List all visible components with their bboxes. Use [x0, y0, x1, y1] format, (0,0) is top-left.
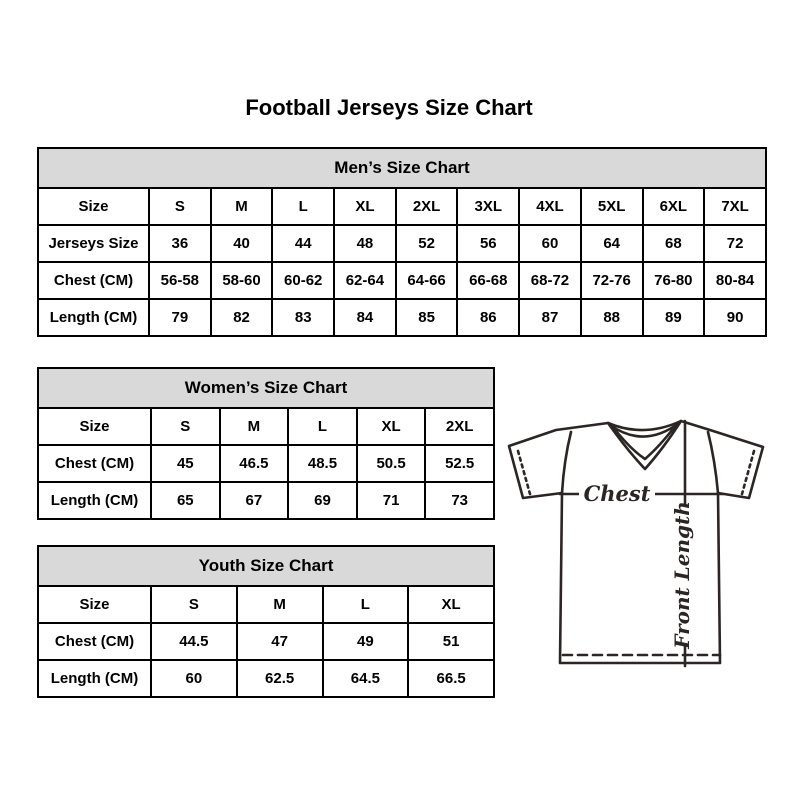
cell-value: L: [288, 408, 357, 445]
cell-value: 3XL: [457, 188, 519, 225]
cell-value: 83: [272, 299, 334, 336]
cell-value: 69: [288, 482, 357, 519]
front-length-label: Front Length: [670, 501, 694, 649]
cell-value: 51: [408, 623, 494, 660]
cell-value: XL: [357, 408, 426, 445]
row-label: Chest (CM): [38, 623, 151, 660]
cell-value: 56: [457, 225, 519, 262]
cell-value: S: [151, 408, 220, 445]
table-row: [38, 445, 494, 482]
cell-value: 64: [581, 225, 643, 262]
table-row: [38, 482, 494, 519]
table-row: [38, 262, 766, 299]
cell-value: 50.5: [357, 445, 426, 482]
cell-value: 66-68: [457, 262, 519, 299]
jersey-illustration: [503, 408, 768, 678]
cell-value: 67: [220, 482, 289, 519]
cell-value: 64.5: [323, 660, 409, 697]
left-armhole-seam: [562, 432, 571, 493]
cell-value: 62.5: [237, 660, 323, 697]
table-title: Men’s Size Chart: [38, 148, 766, 188]
cell-value: 89: [643, 299, 705, 336]
cell-value: 66.5: [408, 660, 494, 697]
row-label: Length (CM): [38, 660, 151, 697]
cell-value: S: [151, 586, 237, 623]
cell-value: 44.5: [151, 623, 237, 660]
youth-size-table: [37, 545, 495, 698]
cell-value: 73: [425, 482, 494, 519]
jersey-measurement-diagram: [503, 408, 768, 678]
cell-value: S: [149, 188, 211, 225]
row-label: Length (CM): [38, 299, 149, 336]
cell-value: 72-76: [581, 262, 643, 299]
cell-value: 6XL: [643, 188, 705, 225]
cell-value: 2XL: [396, 188, 458, 225]
cell-value: L: [323, 586, 409, 623]
cell-value: 52: [396, 225, 458, 262]
cell-value: 84: [334, 299, 396, 336]
cell-value: 56-58: [149, 262, 211, 299]
cell-value: 2XL: [425, 408, 494, 445]
cell-value: 49: [323, 623, 409, 660]
cell-value: 90: [704, 299, 766, 336]
cell-value: 86: [457, 299, 519, 336]
cell-value: 48.5: [288, 445, 357, 482]
table-row: [38, 660, 494, 697]
cell-value: 46.5: [220, 445, 289, 482]
row-label: Chest (CM): [38, 445, 151, 482]
table-row: [38, 299, 766, 336]
cell-value: 45: [151, 445, 220, 482]
cell-value: 68-72: [519, 262, 581, 299]
table-title: Women’s Size Chart: [38, 368, 494, 408]
cell-value: 58-60: [211, 262, 273, 299]
cell-value: 40: [211, 225, 273, 262]
cell-value: XL: [334, 188, 396, 225]
cell-value: 4XL: [519, 188, 581, 225]
cell-value: 87: [519, 299, 581, 336]
table-title-row: [38, 546, 494, 586]
cell-value: L: [272, 188, 334, 225]
cell-value: 65: [151, 482, 220, 519]
row-label: Size: [38, 408, 151, 445]
cell-value: 85: [396, 299, 458, 336]
page-title: Football Jerseys Size Chart: [245, 95, 533, 120]
row-label: Length (CM): [38, 482, 151, 519]
cell-value: XL: [408, 586, 494, 623]
table-title: Youth Size Chart: [38, 546, 494, 586]
row-label: Jerseys Size: [38, 225, 149, 262]
chest-label: Chest: [583, 481, 651, 506]
row-label: Size: [38, 586, 151, 623]
cell-value: 36: [149, 225, 211, 262]
cell-value: 68: [643, 225, 705, 262]
row-label: Size: [38, 188, 149, 225]
cell-value: 79: [149, 299, 211, 336]
table-title-row: [38, 148, 766, 188]
cell-value: 44: [272, 225, 334, 262]
cell-value: 80-84: [704, 262, 766, 299]
cell-value: M: [211, 188, 273, 225]
cell-value: 52.5: [425, 445, 494, 482]
cell-value: 76-80: [643, 262, 705, 299]
cell-value: 60: [151, 660, 237, 697]
cell-value: 48: [334, 225, 396, 262]
table-row: [38, 586, 494, 623]
mens-size-table: [37, 147, 767, 337]
cell-value: 5XL: [581, 188, 643, 225]
cell-value: 60: [519, 225, 581, 262]
cell-value: M: [220, 408, 289, 445]
table-row: [38, 623, 494, 660]
cell-value: 7XL: [704, 188, 766, 225]
row-label: Chest (CM): [38, 262, 149, 299]
table-row: [38, 188, 766, 225]
table-row: [38, 225, 766, 262]
cell-value: 47: [237, 623, 323, 660]
womens-size-table: [37, 367, 495, 520]
cell-value: 64-66: [396, 262, 458, 299]
cell-value: 88: [581, 299, 643, 336]
cell-value: 82: [211, 299, 273, 336]
cell-value: 72: [704, 225, 766, 262]
right-armhole-seam: [708, 432, 718, 493]
cell-value: M: [237, 586, 323, 623]
cell-value: 71: [357, 482, 426, 519]
table-row: [38, 408, 494, 445]
cell-value: 62-64: [334, 262, 396, 299]
table-title-row: [38, 368, 494, 408]
cell-value: 60-62: [272, 262, 334, 299]
